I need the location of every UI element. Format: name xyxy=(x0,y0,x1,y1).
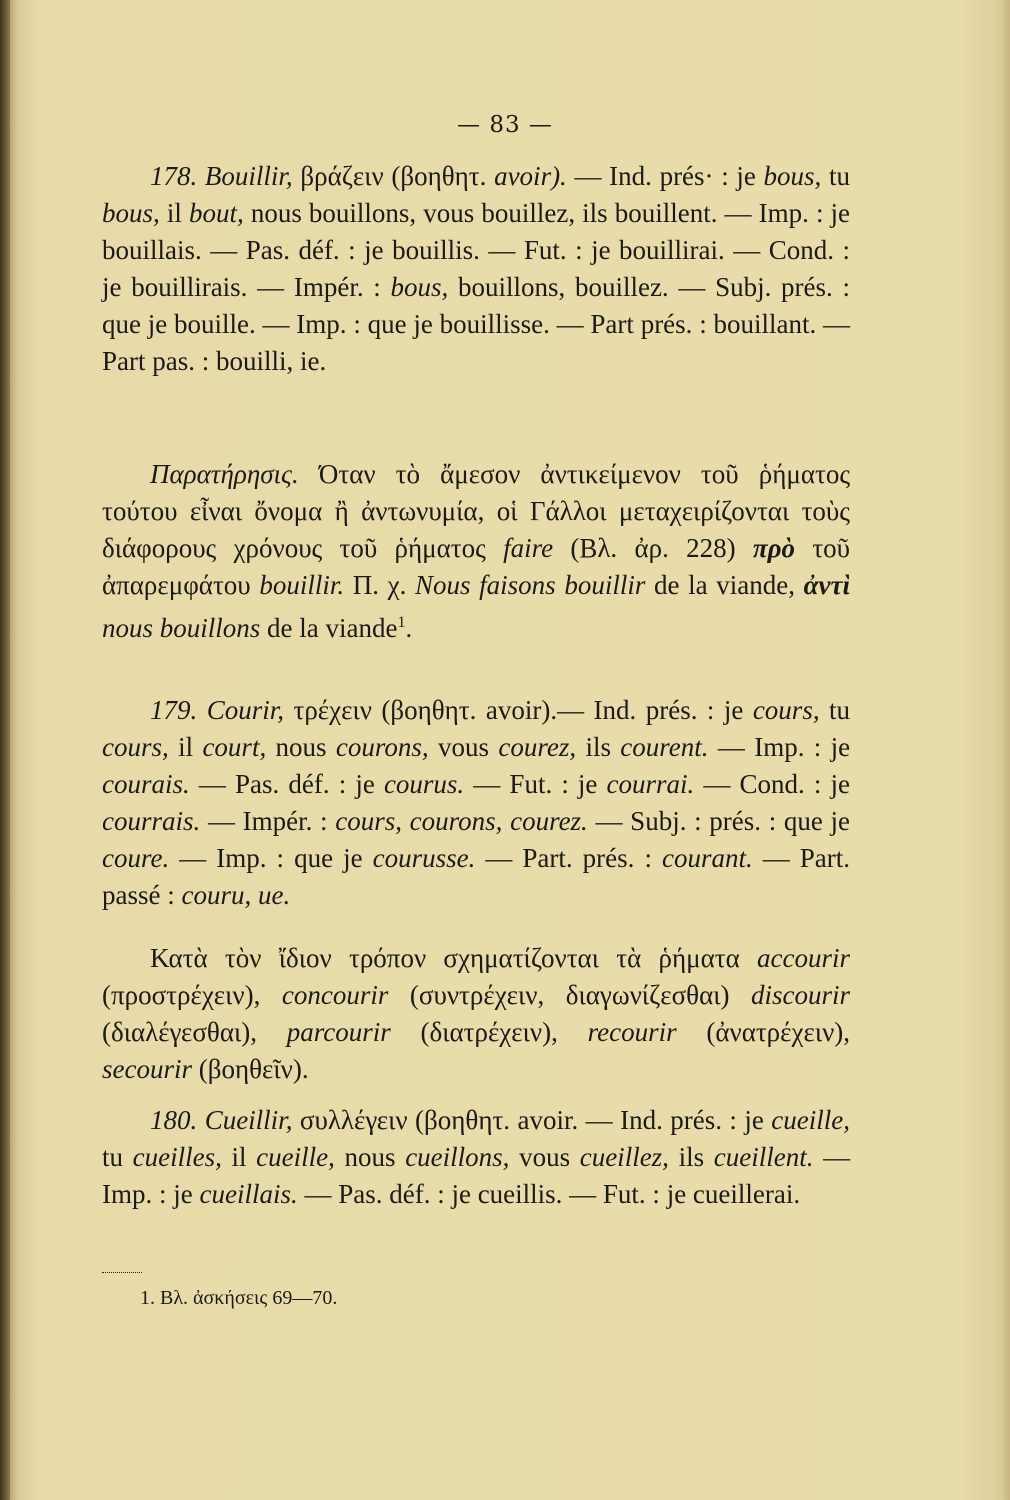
french-form: faire xyxy=(503,533,554,563)
french-form: cours, courons, courez. xyxy=(335,806,588,836)
conjugation-text: nous xyxy=(344,1142,396,1172)
french-verb: parcourir xyxy=(286,1017,391,1047)
greek-gloss: (συντρέχειν, διαγωνίζεσθαι) xyxy=(409,980,730,1010)
french-form: coure. xyxy=(102,843,170,873)
entry-number: 178. xyxy=(150,161,198,191)
french-example: Nous faisons bouillir xyxy=(415,570,646,600)
verb-heading: Bouillir, xyxy=(204,161,293,191)
conjugation-text: nous bouillons, vous bouillez, ils bouillent. — Imp. : je bouillais. — Pas. déf. : je bouillis. — Fut. : je bouillirai. — Cond. : je bouillirais. — Impér. : xyxy=(102,198,851,302)
auxiliary-label: (βοηθητ. xyxy=(391,161,487,191)
page-number: — 83 — xyxy=(457,112,553,138)
french-form: bous, xyxy=(390,272,449,302)
conjugation-text: ils xyxy=(585,732,611,762)
remark-text: de la viande xyxy=(267,613,398,643)
french-form: cours, xyxy=(752,695,820,725)
french-form: courant. xyxy=(661,843,753,873)
conjugation-text: vous xyxy=(438,732,490,762)
french-form: bous, xyxy=(763,161,822,191)
french-form: court, xyxy=(202,732,267,762)
entry-number: 180. xyxy=(150,1105,198,1135)
french-verb: discourir xyxy=(751,980,851,1010)
greek-gloss: (ἀνατρέχειν), xyxy=(706,1017,851,1047)
conjugation-text: bouillons, bouillez. — Subj. prés. : que je bouille. — Imp. : que je bouillisse. — Part prés. : bouillant. — Part pas. : bouilli, ie. xyxy=(102,272,850,376)
section-178 xyxy=(102,158,850,380)
section-180-paragraph xyxy=(102,1102,850,1213)
french-form: cours, xyxy=(102,732,169,762)
conjugation-text: tu xyxy=(829,695,851,725)
compounds-text: Κατὰ τὸν ἴδιον τρόπον σχηματίζονται τὰ ῥήματα xyxy=(150,943,740,973)
french-form: courez, xyxy=(498,732,577,762)
greek-gloss: (διατρέχειν), xyxy=(420,1017,558,1047)
footnote-divider xyxy=(102,1272,142,1273)
conjugation-text: — Part. prés. : xyxy=(485,843,652,873)
remark-label: Παρατήρησις. xyxy=(150,459,299,489)
french-verb: accourir xyxy=(757,943,850,973)
greek-gloss: (προστρέχειν), xyxy=(102,980,261,1010)
french-form: bous, xyxy=(102,198,160,228)
conjugation-text: il xyxy=(178,732,194,762)
section-179-paragraph xyxy=(102,692,850,914)
conjugation-text: τρέχειν (βοηθητ. avoir).— Ind. prés. : je xyxy=(293,695,744,725)
conjugation-text: tu xyxy=(102,1142,124,1172)
verb-heading: Courir, xyxy=(206,695,285,725)
verb-heading: Cueillir, xyxy=(204,1105,293,1135)
conjugation-text: — Subj. : prés. : que je xyxy=(595,806,851,836)
section-180 xyxy=(102,1102,850,1213)
compounds-block xyxy=(102,940,850,1088)
conjugation-text: — Imp. : que je xyxy=(179,843,363,873)
remark-text: τοῦ ἀπαρεμφάτου xyxy=(102,533,851,600)
french-form: courrais. xyxy=(102,806,201,836)
conjugation-text: — Pas. déf. : je cueillis. — Fut. : je cueillerai. xyxy=(304,1179,801,1209)
remark-text: . xyxy=(405,613,413,643)
french-example: nous bouillons xyxy=(102,613,261,643)
conjugation-text: ils xyxy=(678,1142,705,1172)
greek-emphasis: ἀντὶ xyxy=(803,570,850,600)
french-form: bout, xyxy=(188,198,244,228)
remark-text: (Βλ. ἀρ. 228) xyxy=(570,533,736,563)
french-form: cueilles, xyxy=(132,1142,222,1172)
french-form: courent. xyxy=(620,732,709,762)
greek-gloss: (βοηθεῖν). xyxy=(198,1054,309,1084)
greek-translation: βράζειν xyxy=(300,161,384,191)
conjugation-text: — Part. passé : xyxy=(102,843,851,910)
greek-gloss: (διαλέγεσθαι), xyxy=(102,1017,257,1047)
conjugation-text: — Cond. : je xyxy=(703,769,851,799)
footnote: 1. Βλ. ἀσκήσεις 69—70. xyxy=(140,1287,338,1309)
conjugation-text: — Imp. : je xyxy=(717,732,851,762)
french-form: courus. xyxy=(383,769,465,799)
conjugation-text: — Imp. : je xyxy=(102,1142,851,1209)
remark-text: Π. χ. xyxy=(352,570,407,600)
footnote-reference: 1 xyxy=(397,614,406,631)
french-form: bouillir. xyxy=(259,570,345,600)
remark-paragraph xyxy=(102,456,850,647)
compounds-paragraph xyxy=(102,940,850,1088)
conjugation-text: vous xyxy=(519,1142,571,1172)
conjugation-text: tu xyxy=(828,161,850,191)
french-form: cueille, xyxy=(256,1142,335,1172)
conjugation-text: — Fut. : je xyxy=(473,769,598,799)
french-form: cueille, xyxy=(771,1105,851,1135)
remark-text: Όταν τὸ ἄμεσον ἀντικείμενον τοῦ ῥήματος τούτου εἶναι ὄνομα ἢ ἀντωνυμία, οἱ Γάλλοι μεταχειρίζονται τοὺς διάφορους χρόνους τοῦ ῥήματος xyxy=(102,459,851,563)
french-form: courrai. xyxy=(606,769,695,799)
conjugation-text: συλλέγειν (βοηθητ. avoir. — Ind. prés. : je xyxy=(299,1105,764,1135)
french-form: cueillais. xyxy=(199,1179,298,1209)
conjugation-text: nous xyxy=(275,732,327,762)
remark-text: de la viande, xyxy=(653,570,795,600)
auxiliary-verb: avoir). xyxy=(494,161,567,191)
conjugation-text: il xyxy=(166,198,182,228)
conjugation-text: il xyxy=(231,1142,247,1172)
french-form: courons, xyxy=(335,732,429,762)
conjugation-text: — Pas. déf. : je xyxy=(198,769,375,799)
binding-edge xyxy=(0,0,10,1500)
conjugation-text: — Impér. : xyxy=(207,806,328,836)
french-verb: concourir xyxy=(281,980,389,1010)
french-form: couru, ue. xyxy=(181,880,291,910)
french-verb: secourir xyxy=(102,1054,192,1084)
section-178-paragraph xyxy=(102,158,850,380)
french-form: cueillez, xyxy=(579,1142,669,1172)
conjugation-text: — Ind. prés· : je xyxy=(574,161,756,191)
remark-block xyxy=(102,456,850,647)
french-form: courais. xyxy=(102,769,190,799)
french-form: cueillent. xyxy=(713,1142,814,1172)
entry-number: 179. xyxy=(150,695,198,725)
french-form: courusse. xyxy=(372,843,476,873)
section-179 xyxy=(102,692,850,914)
french-verb: recourir xyxy=(587,1017,677,1047)
greek-emphasis: πρὸ xyxy=(752,533,796,563)
french-form: cueillons, xyxy=(405,1142,510,1172)
